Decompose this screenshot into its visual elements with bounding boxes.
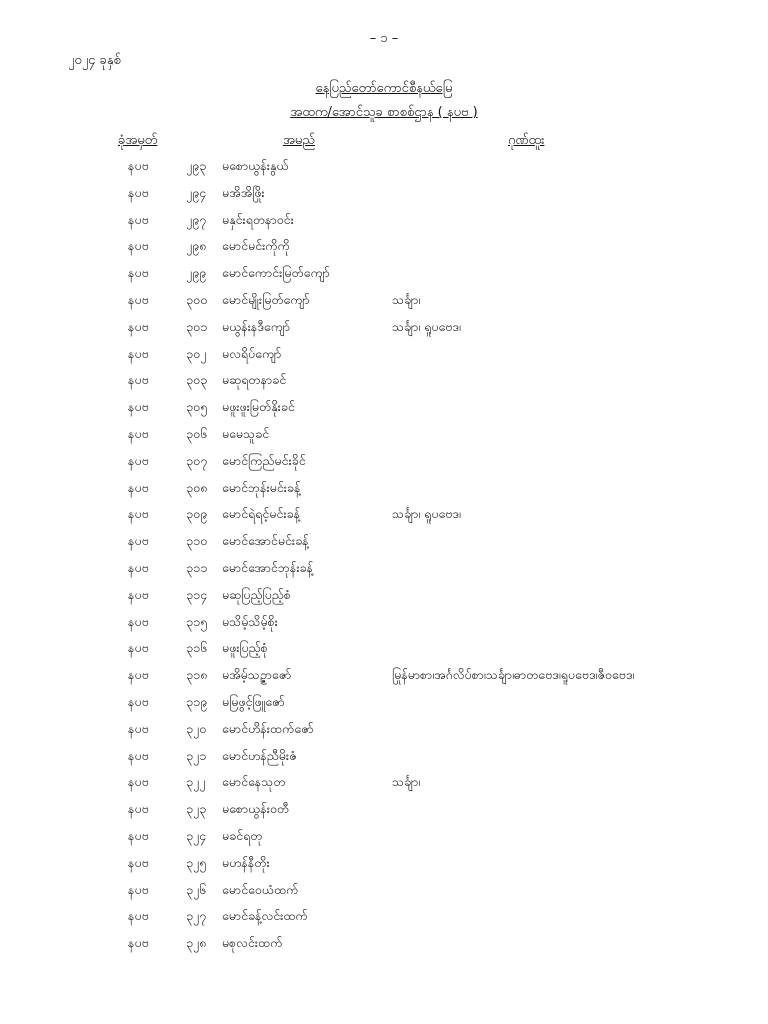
student-name: မဖူးဖူးမြတ်နိုးခင်: [222, 399, 295, 415]
student-name: မောင်ခန့်လင်းထက်: [222, 908, 308, 924]
roll-code: နပဗ: [128, 827, 149, 843]
table-row: [0, 828, 768, 855]
distinctions: သင်္ချာ၊: [392, 774, 421, 790]
table-row: [0, 185, 768, 212]
student-name: မောင်နေသုတ: [222, 774, 286, 790]
roll-number: ၃၂၄: [186, 827, 207, 843]
distinctions: မြန်မာစာ၊အင်္ဂလိပ်စာ၊သင်္ချာ၊ဓာတုဗေဒ၊ရူပဗေဒ၊ဇီဝဗေဒ၊: [392, 667, 635, 683]
student-name: မဆုရတနာခင်: [222, 372, 287, 388]
page-number: – ၁ –: [369, 31, 399, 46]
roll-number: ၃၂၈: [186, 935, 207, 951]
roll-code: နပဗ: [128, 667, 149, 683]
roll-code: နပဗ: [128, 935, 149, 951]
student-name: မောင်ရဲရင့်မင်းခန့်: [222, 506, 301, 522]
roll-code: နပဗ: [128, 238, 149, 254]
table-row: [0, 721, 768, 748]
student-name: မမေသူခင်: [222, 425, 270, 441]
roll-code: နပဗ: [128, 801, 149, 817]
roll-code: နပဗ: [128, 586, 149, 602]
roll-code: နပဗ: [128, 318, 149, 334]
roll-number: ၃၂၂: [186, 774, 206, 790]
roll-number: ၂၉၄: [186, 184, 207, 200]
distinctions: သင်္ချာ၊: [392, 291, 421, 307]
student-name: မဟန်နီတိုး: [222, 854, 270, 870]
table-row: [0, 614, 768, 641]
student-name: မအိမ့်သဉ္ဇာဇော်: [222, 667, 292, 683]
roll-code: နပဗ: [128, 265, 149, 281]
roll-code: နပဗ: [128, 613, 149, 629]
roll-number: ၃၂၃: [186, 801, 207, 817]
roll-number: ၃၀၃: [186, 372, 208, 388]
student-name: မသိမ့်သိမ့်စိုး: [222, 613, 278, 629]
student-name: မမြဖွင့်ဖြူဇော်: [222, 693, 285, 709]
roll-number: ၃၂၅: [186, 854, 207, 870]
document-subtitle-text: အထက/အောင်သူခ စာစစ်ဌာန ( နပဗ ): [290, 105, 478, 120]
table-row: [0, 399, 768, 426]
table-row: [0, 158, 768, 185]
student-name: မောင်အောင်မင်းခန့်: [222, 533, 309, 549]
roll-number: ၃၀၂: [186, 345, 207, 361]
roll-number: ၃၀၉: [186, 506, 208, 522]
student-name: မအိအိဖြိုး: [222, 184, 265, 200]
table-row: [0, 319, 768, 346]
roll-number: ၃၁၉: [186, 693, 208, 709]
table-row: [0, 882, 768, 909]
roll-number: ၃၁၁: [186, 559, 208, 575]
roll-code: နပဗ: [128, 693, 149, 709]
table-row: [0, 372, 768, 399]
roll-code: နပဗ: [128, 881, 149, 897]
roll-code: နပဗ: [128, 184, 149, 200]
student-name: မနှင်းရတနာဝင်း: [222, 211, 294, 227]
roll-code: နပဗ: [128, 640, 149, 656]
roll-number: ၃၂၀: [186, 720, 207, 736]
student-name: မောင်မျိုးမြတ်ကျော်: [222, 291, 310, 307]
table-row: [0, 238, 768, 265]
roll-code: နပဗ: [128, 533, 149, 549]
table-row: [0, 694, 768, 721]
distinctions: သင်္ချာ၊ ရူပဗေဒ၊: [392, 318, 461, 334]
roll-number: ၃၀၅: [186, 399, 208, 415]
roll-number: ၂၉၉: [186, 265, 207, 281]
student-name: မောင်အောင်ဘုန်းခန့်: [222, 559, 314, 575]
roll-number: ၃၂၁: [186, 747, 207, 763]
student-name: မလရိပ်ကျော်: [222, 345, 282, 361]
header-distinction: ဂုဏ်ထူး: [508, 133, 545, 148]
table-row: [0, 774, 768, 801]
student-name: မစုလင်းထက်: [222, 935, 283, 951]
table-row: [0, 587, 768, 614]
roll-code: နပဗ: [128, 452, 149, 468]
roll-code: နပဗ: [128, 372, 149, 388]
table-row: [0, 640, 768, 667]
roll-code: နပဗ: [128, 479, 149, 495]
table-row: [0, 935, 768, 962]
table-row: [0, 212, 768, 239]
roll-code: နပဗ: [128, 908, 149, 924]
roll-code: နပဗ: [128, 211, 149, 227]
table-row: [0, 480, 768, 507]
roll-number: ၂၉၈: [186, 238, 207, 254]
roll-code: နပဗ: [128, 720, 149, 736]
table-row: [0, 908, 768, 935]
student-name: မောင်ဟိန်းထက်ဇော်: [222, 720, 314, 736]
table-row: [0, 292, 768, 319]
roll-code: နပဗ: [128, 854, 149, 870]
roll-number: ၃၁၄: [186, 586, 208, 602]
roll-code: နပဗ: [128, 345, 149, 361]
table-row: [0, 560, 768, 587]
table-row: [0, 346, 768, 373]
roll-number: ၃၀၆: [186, 425, 208, 441]
student-name: မစောယွန်းဝတီ: [222, 801, 290, 817]
roll-number: ၃၁၅: [186, 613, 208, 629]
roll-code: နပဗ: [128, 291, 149, 307]
table-row: [0, 801, 768, 828]
student-name: မခင်ရတု: [222, 827, 263, 843]
roll-number: ၃၀၀: [186, 291, 208, 307]
roll-number: ၃၀၇: [186, 452, 208, 468]
roll-number: ၃၁၆: [186, 640, 208, 656]
student-name: မယွန်းနဒီကျော်: [222, 318, 291, 334]
table-row: [0, 453, 768, 480]
student-name: မောင်ကြည်မင်းခိုင်: [222, 452, 306, 468]
student-name: မောင်မင်းကိုကို: [222, 238, 290, 254]
student-name: မောင်ဟန်ညီမိုးဇံ: [222, 747, 297, 763]
distinctions: သင်္ချာ၊ ရူပဗေဒ၊: [392, 506, 461, 522]
table-row: [0, 855, 768, 882]
table-row: [0, 426, 768, 453]
roll-number: ၃၀၁: [186, 318, 208, 334]
document-year: ၂၀၂၄ ခုနှစ်: [68, 53, 121, 68]
header-roll-number: ခုံအမှတ်: [118, 133, 158, 148]
table-row: [0, 533, 768, 560]
table-header: [0, 132, 768, 152]
roll-code: နပဗ: [128, 747, 149, 763]
roll-number: ၃၁၀: [186, 533, 208, 549]
student-name: မဆုပြည့်ပြည့်စံ: [222, 586, 291, 602]
roll-code: နပဗ: [128, 158, 149, 173]
student-name: မဖူးပြည့်စုံ: [222, 640, 268, 656]
table-row: [0, 667, 768, 694]
document-title: [0, 80, 768, 99]
student-name: မောင်ဝေယံထက်: [222, 881, 299, 897]
document-title-text: နေပြည်တော်ကောင်စီနယ်မြေ: [315, 81, 453, 96]
table-row: [0, 506, 768, 533]
roll-number: ၃၁၈: [186, 667, 208, 683]
roll-number: ၂၉၇: [186, 211, 207, 227]
roll-code: နပဗ: [128, 425, 149, 441]
student-name: မစောယွန်းနွယ်: [222, 158, 289, 173]
table-row: [0, 265, 768, 292]
table-row: [0, 748, 768, 775]
roll-number: ၃၀၈: [186, 479, 208, 495]
student-name: မောင်ကောင်းမြတ်ကျော်: [222, 265, 330, 281]
roll-code: နပဗ: [128, 506, 149, 522]
roll-number: ၃၂၇: [186, 908, 207, 924]
roll-code: နပဗ: [128, 559, 149, 575]
results-list: [0, 158, 768, 962]
header-name: အမည်: [283, 133, 315, 148]
roll-code: နပဗ: [128, 399, 149, 415]
roll-number: ၂၉၃: [186, 158, 207, 173]
roll-number: ၃၂၆: [186, 881, 207, 897]
document-subtitle: [0, 104, 768, 123]
student-name: မောင်ဘုန်းမင်းခန့်: [222, 479, 301, 495]
roll-code: နပဗ: [128, 774, 149, 790]
